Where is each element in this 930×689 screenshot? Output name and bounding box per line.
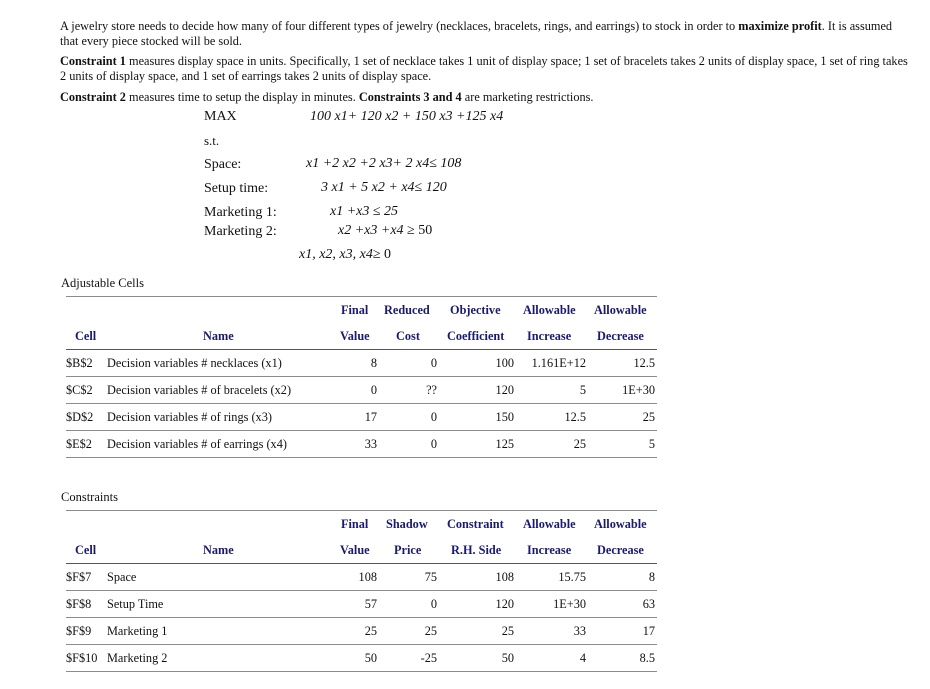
con-rhs: 108 bbox=[495, 570, 514, 584]
adj-final-value: 17 bbox=[364, 410, 377, 424]
max-label: MAX bbox=[204, 109, 237, 124]
constraints-title: Constraints bbox=[61, 490, 118, 504]
col-header-objective: Objective bbox=[450, 303, 501, 317]
constraint2-label: Constraint 2 bbox=[60, 90, 126, 104]
adj-cell-ref: $B$2 bbox=[66, 356, 93, 370]
col-header-value: Value bbox=[340, 329, 370, 343]
table-divider bbox=[66, 644, 657, 645]
con-allowable-dec: 8.5 bbox=[639, 651, 655, 665]
col-header-decrease: Decrease bbox=[597, 543, 644, 557]
con-cell-name: Marketing 2 bbox=[107, 651, 168, 665]
intro-paragraph-2: Constraint 1 measures display space in units. Specifically, 1 set of necklace takes 1 unit of display space; 1 set of bracelets takes 2 units of display space, 1 set of ring takes 2 units of display space, and 1 set of earrings takes 2 units of display space. bbox=[60, 54, 908, 83]
adj-cell-ref: $E$2 bbox=[66, 437, 92, 451]
table-divider bbox=[66, 563, 657, 564]
marketing2-constraint: x2 +x3 +x4 ≥ 50 bbox=[338, 223, 433, 238]
col-header-allowable-inc: Allowable bbox=[523, 303, 576, 317]
constraints34-label: Constraints 3 and 4 bbox=[358, 90, 462, 104]
col-header-name: Name bbox=[203, 329, 234, 343]
adj-allowable-inc: 12.5 bbox=[564, 410, 586, 424]
con-rhs: 120 bbox=[495, 597, 514, 611]
con-cell-name: Setup Time bbox=[107, 597, 164, 611]
con-final-value: 57 bbox=[364, 597, 377, 611]
col-header-decrease: Decrease bbox=[597, 329, 644, 343]
con-final-value: 108 bbox=[358, 570, 377, 584]
con-rhs: 25 bbox=[501, 624, 514, 638]
table-divider bbox=[66, 376, 657, 377]
con-allowable-dec: 8 bbox=[648, 570, 655, 584]
con-allowable-dec: 63 bbox=[642, 597, 655, 611]
table-divider bbox=[66, 590, 657, 591]
col-header-value: Value bbox=[340, 543, 370, 557]
intro-paragraph-1: A jewelry store needs to decide how many of four different types of jewelry (necklaces, bracelets, rings, and earrings) to stock in order to maximize profit. It is assumed that every piece stocked will be sold. bbox=[60, 19, 893, 48]
setup-constraint: 3 x1 + 5 x2 + x4≤ 120 bbox=[321, 180, 447, 195]
col-header-allowable-inc: Allowable bbox=[523, 517, 576, 531]
setup-time-label: Setup time: bbox=[204, 181, 269, 196]
adj-allowable-dec: 12.5 bbox=[633, 356, 655, 370]
table-divider bbox=[66, 296, 657, 297]
adj-cell-ref: $C$2 bbox=[66, 383, 93, 397]
intro-emphasis: maximize profit bbox=[738, 19, 822, 33]
con-allowable-inc: 15.75 bbox=[558, 570, 586, 584]
col-header-final: Final bbox=[341, 517, 369, 531]
adj-allowable-dec: 1E+30 bbox=[622, 383, 655, 397]
space-label: Space: bbox=[204, 157, 242, 172]
col-header-constraint: Constraint bbox=[447, 517, 504, 531]
col-header-coefficient: Coefficient bbox=[447, 329, 505, 343]
adj-cell-name: Decision variables # necklaces (x1) bbox=[107, 356, 282, 370]
con-shadow-price: 0 bbox=[430, 597, 437, 611]
table-divider bbox=[66, 671, 657, 672]
marketing1-label: Marketing 1: bbox=[204, 205, 277, 220]
adj-final-value: 0 bbox=[370, 383, 377, 397]
table-divider bbox=[66, 457, 657, 458]
con-allowable-dec: 17 bbox=[642, 624, 655, 638]
con-final-value: 25 bbox=[364, 624, 377, 638]
adj-final-value: 8 bbox=[370, 356, 377, 370]
table-divider bbox=[66, 510, 657, 511]
subject-to-label: s.t. bbox=[204, 133, 220, 148]
col-header-cell: Cell bbox=[75, 329, 97, 343]
col-header-cost: Cost bbox=[396, 329, 420, 343]
constraint1-label: Constraint 1 bbox=[60, 54, 126, 68]
adj-reduced-cost: 0 bbox=[430, 437, 437, 451]
col-header-price: Price bbox=[394, 543, 422, 557]
adj-cell-name: Decision variables # of earrings (x4) bbox=[107, 437, 287, 451]
col-header-allowable-dec: Allowable bbox=[594, 303, 647, 317]
marketing2-label: Marketing 2: bbox=[204, 224, 277, 239]
adj-reduced-cost: ?? bbox=[426, 383, 437, 397]
con-shadow-price: 75 bbox=[424, 570, 437, 584]
adj-cell-name: Decision variables # of bracelets (x2) bbox=[107, 383, 292, 397]
con-allowable-inc: 33 bbox=[573, 624, 586, 638]
adj-allowable-inc: 25 bbox=[573, 437, 586, 451]
col-header-name: Name bbox=[203, 543, 234, 557]
col-header-rhs: R.H. Side bbox=[451, 543, 502, 557]
con-shadow-price: 25 bbox=[424, 624, 437, 638]
con-final-value: 50 bbox=[364, 651, 377, 665]
con-cell-name: Marketing 1 bbox=[107, 624, 168, 638]
adj-cell-name: Decision variables # of rings (x3) bbox=[107, 410, 272, 424]
adj-cell-ref: $D$2 bbox=[66, 410, 94, 424]
table-divider bbox=[66, 617, 657, 618]
marketing1-constraint: x1 +x3 ≤ 25 bbox=[330, 204, 399, 219]
nonnegativity-constraint: x1, x2, x3, x4≥ 0 bbox=[299, 247, 392, 262]
col-header-shadow: Shadow bbox=[386, 517, 428, 531]
adj-reduced-cost: 0 bbox=[430, 410, 437, 424]
adj-final-value: 33 bbox=[364, 437, 377, 451]
space-constraint: x1 +2 x2 +2 x3+ 2 x4≤ 108 bbox=[306, 156, 462, 171]
col-header-reduced: Reduced bbox=[384, 303, 430, 317]
col-header-allowable-dec: Allowable bbox=[594, 517, 647, 531]
adj-allowable-inc: 1.161E+12 bbox=[531, 356, 586, 370]
table-divider bbox=[66, 403, 657, 404]
table-divider bbox=[66, 430, 657, 431]
adj-objective-coef: 120 bbox=[495, 383, 514, 397]
adj-objective-coef: 150 bbox=[495, 410, 514, 424]
con-shadow-price: -25 bbox=[420, 651, 437, 665]
con-rhs: 50 bbox=[501, 651, 514, 665]
adj-objective-coef: 100 bbox=[495, 356, 514, 370]
table-divider bbox=[66, 349, 657, 350]
col-header-increase: Increase bbox=[527, 543, 572, 557]
col-header-increase: Increase bbox=[527, 329, 572, 343]
adj-allowable-dec: 5 bbox=[648, 437, 655, 451]
adj-objective-coef: 125 bbox=[495, 437, 514, 451]
adj-allowable-inc: 5 bbox=[579, 383, 586, 397]
con-cell-ref: $F$10 bbox=[66, 651, 98, 665]
con-allowable-inc: 1E+30 bbox=[553, 597, 586, 611]
adjustable-cells-title: Adjustable Cells bbox=[61, 276, 144, 290]
con-cell-ref: $F$9 bbox=[66, 624, 92, 638]
objective-function: 100 x1+ 120 x2 + 150 x3 +125 x4 bbox=[310, 109, 504, 124]
con-cell-name: Space bbox=[107, 570, 137, 584]
adj-reduced-cost: 0 bbox=[430, 356, 437, 370]
con-cell-ref: $F$8 bbox=[66, 597, 92, 611]
con-allowable-inc: 4 bbox=[579, 651, 586, 665]
col-header-cell: Cell bbox=[75, 543, 97, 557]
col-header-final: Final bbox=[341, 303, 369, 317]
con-cell-ref: $F$7 bbox=[66, 570, 92, 584]
intro-paragraph-3: Constraint 2 measures time to setup the display in minutes. Constraints 3 and 4 are marketing restrictions. bbox=[60, 90, 594, 104]
adj-allowable-dec: 25 bbox=[642, 410, 655, 424]
